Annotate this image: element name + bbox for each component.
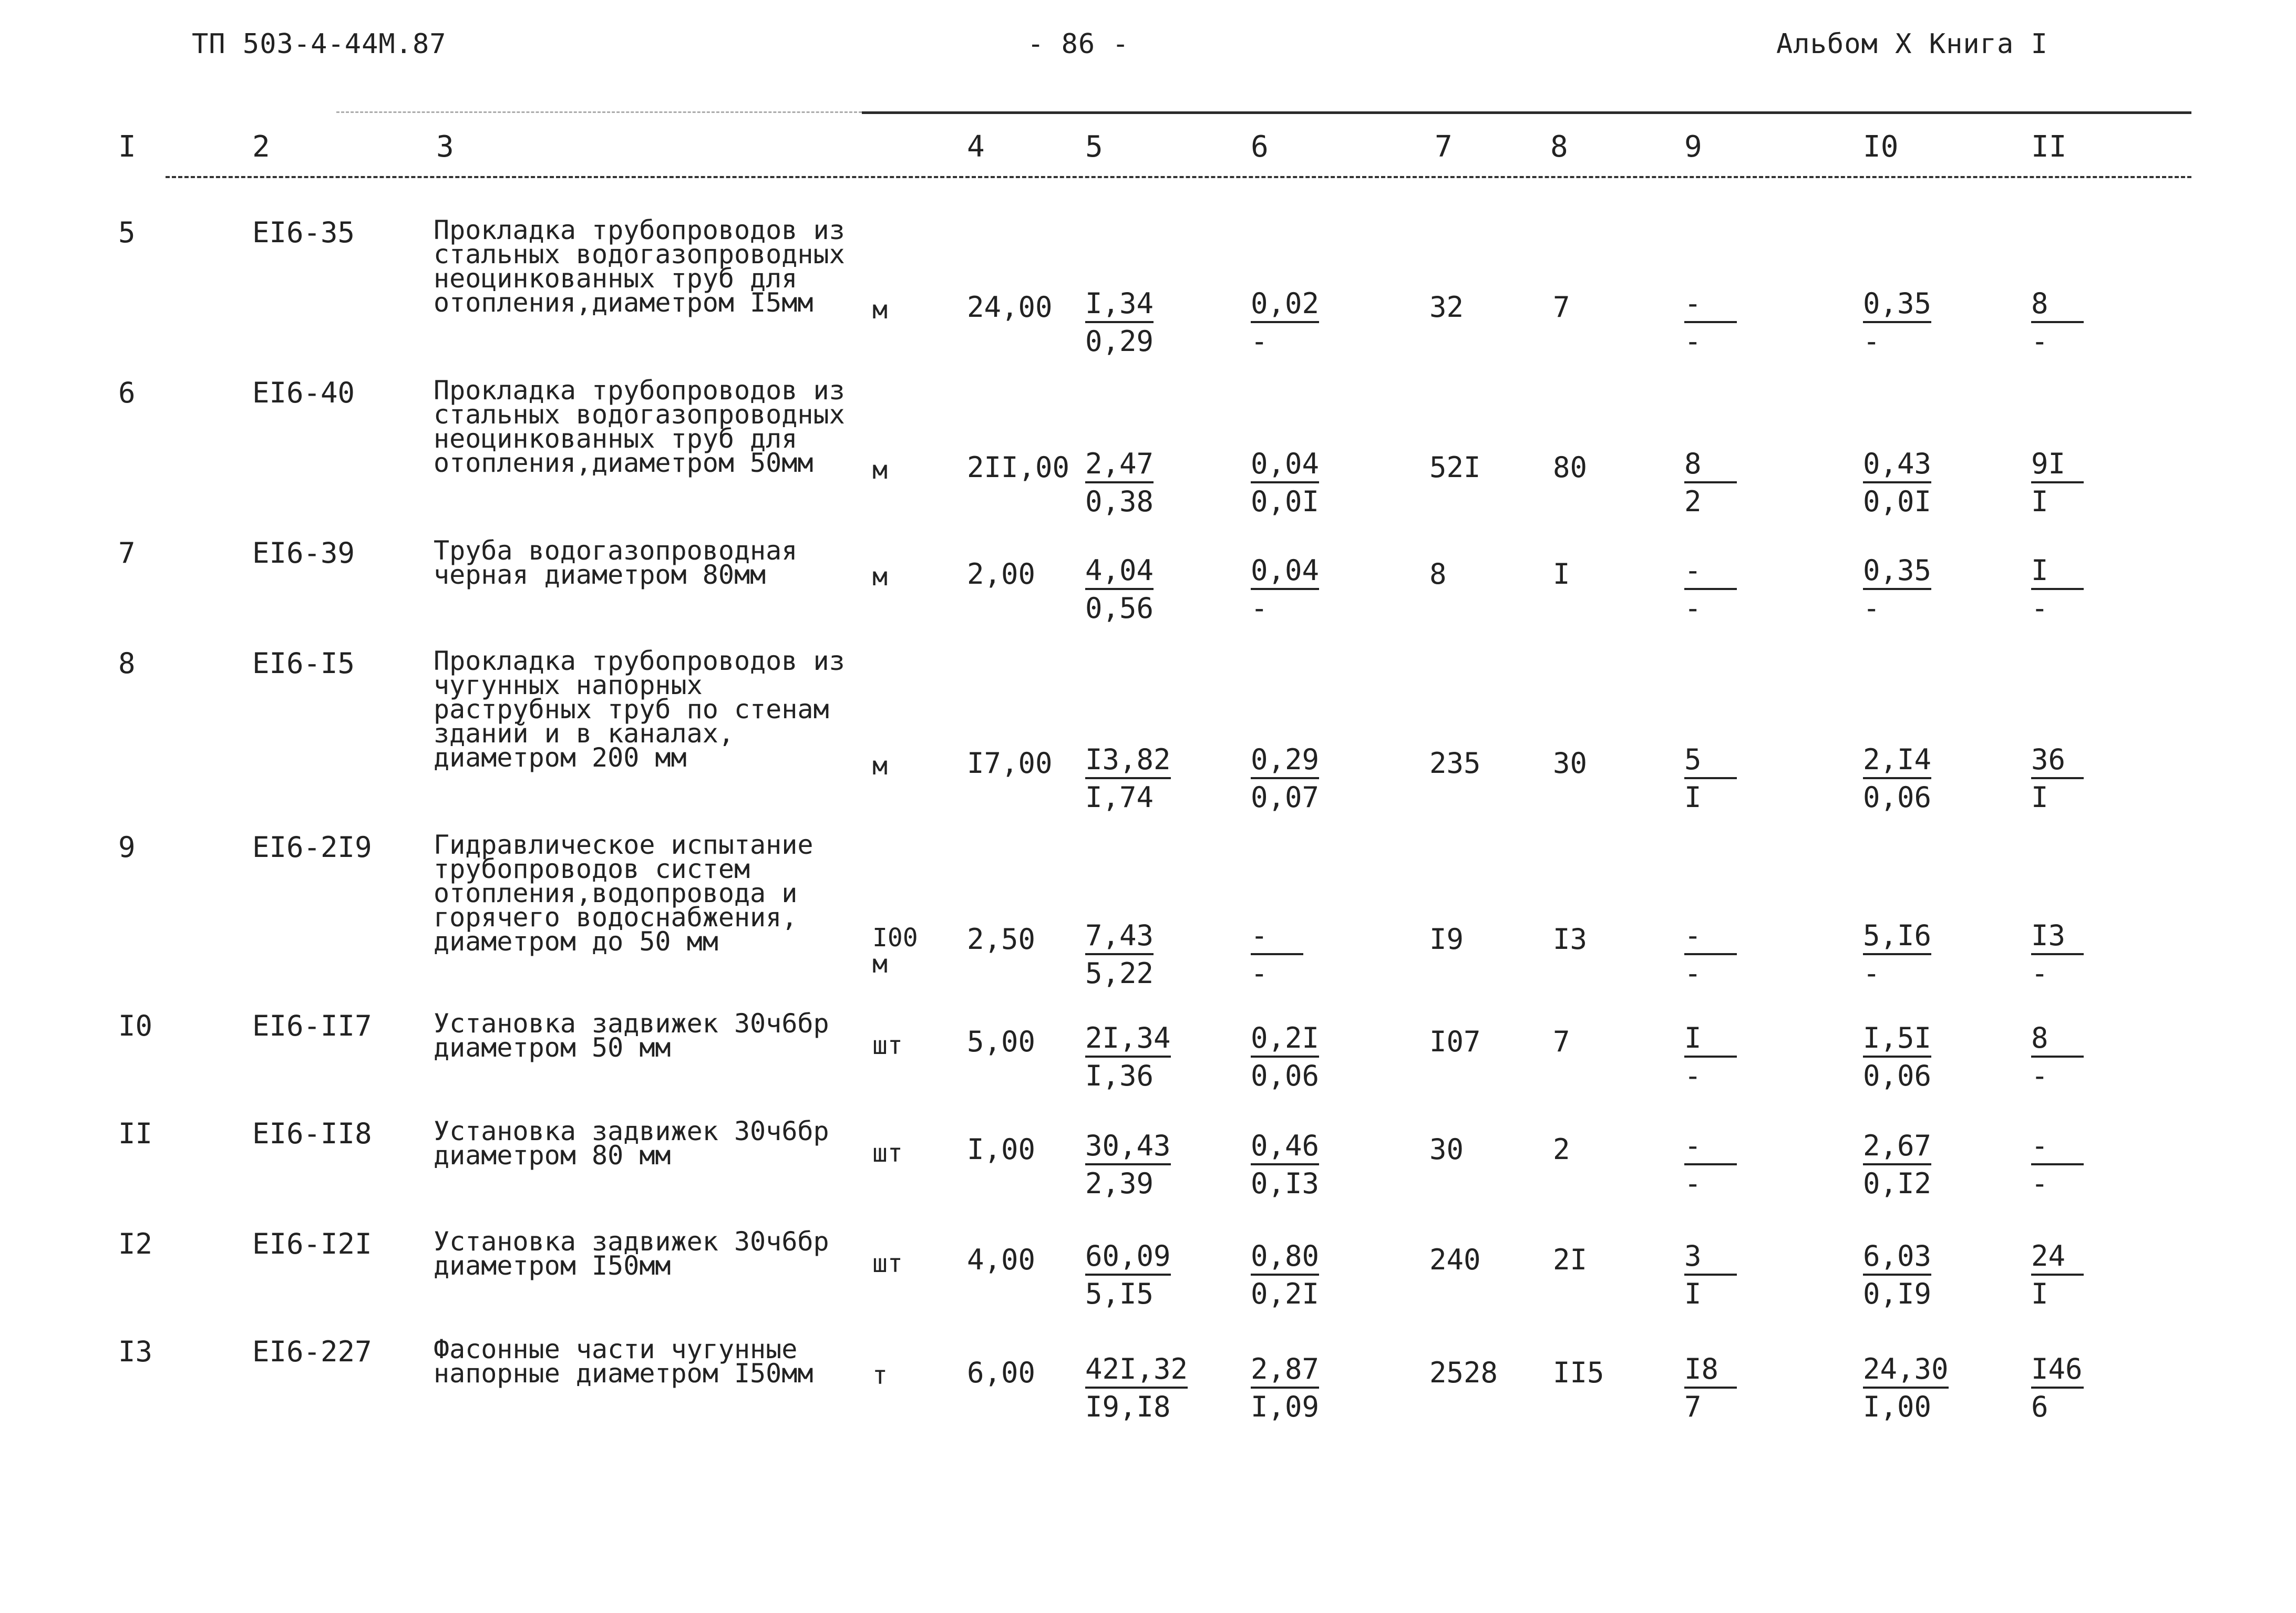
fraction-numerator: 0,35 xyxy=(1863,554,1931,590)
fraction-numerator: 5,I6 xyxy=(1863,919,1931,955)
fraction-denominator: I xyxy=(1684,1277,1702,1310)
row-unit: м xyxy=(872,562,888,592)
fraction-denominator: 2,39 xyxy=(1085,1167,1154,1200)
col10-fraction xyxy=(1863,1240,1931,1310)
fraction-numerator: 6,03 xyxy=(1863,1240,1931,1276)
row-code: EI6-II7 xyxy=(252,1009,372,1042)
col6-fraction xyxy=(1251,554,1319,625)
col7-value: 235 xyxy=(1429,747,1481,780)
fraction-numerator: 60,09 xyxy=(1085,1240,1171,1276)
col8-value: 80 xyxy=(1553,451,1588,484)
col10-fraction xyxy=(1863,743,1931,814)
row-code: EI6-39 xyxy=(252,536,355,570)
row-number: II xyxy=(118,1117,153,1150)
fraction-numerator: 4,04 xyxy=(1085,554,1154,590)
col6-fraction xyxy=(1251,448,1319,518)
fraction-denominator: I9,I8 xyxy=(1085,1390,1171,1423)
row-code: EI6-227 xyxy=(252,1335,372,1368)
fraction-denominator: 0,06 xyxy=(1863,1059,1932,1092)
col11-fraction xyxy=(2031,287,2084,358)
fraction-numerator: 7,43 xyxy=(1085,919,1154,955)
row-quantity: I7,00 xyxy=(967,747,1053,780)
fraction-denominator: I xyxy=(2031,485,2048,518)
fraction-denominator: - xyxy=(1684,1059,1702,1092)
fraction-numerator: 9I xyxy=(2031,448,2084,483)
col9-fraction xyxy=(1684,448,1737,518)
fraction-numerator: 0,04 xyxy=(1251,448,1319,483)
col6-fraction xyxy=(1251,1022,1319,1092)
row-unit: м xyxy=(872,456,888,485)
fraction-denominator: 0,56 xyxy=(1085,592,1154,625)
fraction-numerator: 0,43 xyxy=(1863,448,1931,483)
fraction-numerator: 5 xyxy=(1684,743,1737,779)
fraction-denominator: 0,0I xyxy=(1863,485,1932,518)
fraction-numerator: 24 xyxy=(2031,1240,2084,1276)
fraction-numerator: 2,I4 xyxy=(1863,743,1931,779)
row-description: Установка задвижек 30ч6бр диаметром 50 мм xyxy=(434,1008,829,1063)
fraction-numerator: 0,02 xyxy=(1251,287,1319,323)
fraction-numerator: 0,2I xyxy=(1251,1022,1319,1058)
fraction-denominator: 0,06 xyxy=(1251,1059,1320,1092)
fraction-numerator: I46 xyxy=(2031,1353,2084,1389)
fraction-numerator: 36 xyxy=(2031,743,2084,779)
col10-fraction xyxy=(1863,1022,1931,1092)
col11-fraction xyxy=(2031,1130,2084,1200)
row-code: EI6-I2I xyxy=(252,1227,372,1260)
row-code: EI6-I5 xyxy=(252,647,355,680)
col5-fraction xyxy=(1085,919,1154,990)
fraction-denominator: 7 xyxy=(1684,1390,1702,1423)
col11-fraction xyxy=(2031,1353,2084,1423)
fraction-numerator: I xyxy=(1684,1022,1737,1058)
col6-fraction xyxy=(1251,743,1319,814)
fraction-denominator: I xyxy=(2031,781,2048,814)
fraction-numerator: 3 xyxy=(1684,1240,1737,1276)
fraction-denominator: - xyxy=(1251,592,1268,625)
row-number: I3 xyxy=(118,1335,153,1368)
col5-fraction xyxy=(1085,554,1154,625)
col10-fraction xyxy=(1863,1353,1949,1423)
row-code: EI6-II8 xyxy=(252,1117,372,1150)
col9-fraction xyxy=(1684,919,1737,990)
fraction-denominator: 5,22 xyxy=(1085,957,1154,990)
row-quantity: 4,00 xyxy=(967,1243,1036,1276)
col7-value: I07 xyxy=(1429,1025,1481,1058)
col-header-3: 3 xyxy=(436,130,454,164)
row-number: 5 xyxy=(118,216,136,249)
row-number: 6 xyxy=(118,376,136,409)
fraction-numerator: 8 xyxy=(1684,448,1737,483)
fraction-numerator: 2I,34 xyxy=(1085,1022,1171,1058)
fraction-denominator: - xyxy=(2031,957,2048,990)
fraction-denominator: 0,38 xyxy=(1085,485,1154,518)
fraction-numerator: I,5I xyxy=(1863,1022,1931,1058)
row-quantity: 2II,00 xyxy=(967,451,1070,484)
fraction-denominator: - xyxy=(1863,592,1880,625)
fraction-numerator: 42I,32 xyxy=(1085,1353,1188,1389)
fraction-numerator: 0,29 xyxy=(1251,743,1319,779)
row-code: EI6-35 xyxy=(252,216,355,249)
col11-fraction xyxy=(2031,448,2084,518)
row-description: Гидравлическое испытание трубопроводов систем отопления,водопровода и горячего водоснабжения, диаметром до 50 мм xyxy=(434,830,814,957)
row-number: 8 xyxy=(118,647,136,680)
fraction-numerator: - xyxy=(2031,1130,2084,1165)
col7-value: 240 xyxy=(1429,1243,1481,1276)
col11-fraction xyxy=(2031,1240,2084,1310)
col7-value: 32 xyxy=(1429,291,1464,324)
col10-fraction xyxy=(1863,448,1931,518)
col5-fraction xyxy=(1085,448,1154,518)
col10-fraction xyxy=(1863,554,1931,625)
col-header-1: I xyxy=(118,130,136,164)
fraction-numerator: I8 xyxy=(1684,1353,1737,1389)
fraction-denominator: I,36 xyxy=(1085,1059,1154,1092)
row-unit: м xyxy=(872,751,888,781)
fraction-denominator: - xyxy=(1684,957,1702,990)
fraction-denominator: 0,I2 xyxy=(1863,1167,1932,1200)
col8-value: I xyxy=(1553,557,1570,591)
page-number: - 86 - xyxy=(1027,28,1129,60)
fraction-denominator: - xyxy=(1684,325,1702,358)
fraction-denominator: 5,I5 xyxy=(1085,1277,1154,1310)
fraction-numerator: - xyxy=(1684,919,1737,955)
col8-value: 2I xyxy=(1553,1243,1588,1276)
col10-fraction xyxy=(1863,287,1931,358)
fraction-numerator: 2,47 xyxy=(1085,448,1154,483)
fraction-denominator: - xyxy=(1251,325,1268,358)
fraction-denominator: - xyxy=(1863,325,1880,358)
col-header-7: 7 xyxy=(1435,130,1453,164)
fraction-numerator: 30,43 xyxy=(1085,1130,1171,1165)
row-unit: м xyxy=(872,295,888,325)
col5-fraction xyxy=(1085,287,1154,358)
row-quantity: 6,00 xyxy=(967,1356,1036,1389)
row-description: Установка задвижек 30ч6бр диаметром I50мм xyxy=(434,1226,829,1281)
fraction-denominator: 6 xyxy=(2031,1390,2048,1423)
col11-fraction xyxy=(2031,743,2084,814)
fraction-numerator: I3 xyxy=(2031,919,2084,955)
fraction-numerator: - xyxy=(1684,554,1737,590)
fraction-denominator: - xyxy=(2031,592,2048,625)
fraction-denominator: 0,I9 xyxy=(1863,1277,1932,1310)
col9-fraction xyxy=(1684,287,1737,358)
col7-value: 8 xyxy=(1429,557,1447,591)
fraction-numerator: 24,30 xyxy=(1863,1353,1949,1389)
fraction-numerator: 0,46 xyxy=(1251,1130,1319,1165)
row-description: Прокладка трубопроводов из стальных водогазопроводных неоцинкованных труб для отопления,диаметром 50мм xyxy=(434,375,845,478)
fraction-denominator: - xyxy=(1684,1167,1702,1200)
fraction-denominator: I,74 xyxy=(1085,781,1154,814)
col5-fraction xyxy=(1085,743,1171,814)
col8-value: 30 xyxy=(1553,747,1588,780)
row-description: Прокладка трубопроводов из чугунных напорных раструбных труб по стенам зданий и в каналах, диаметром 200 мм xyxy=(434,646,845,773)
col-header-4: 4 xyxy=(967,130,985,164)
fraction-denominator: I xyxy=(1684,781,1702,814)
row-quantity: 2,00 xyxy=(967,557,1036,591)
fraction-denominator: - xyxy=(2031,1167,2048,1200)
row-quantity: 2,50 xyxy=(967,923,1036,956)
col6-fraction xyxy=(1251,919,1303,990)
fraction-numerator: I xyxy=(2031,554,2084,590)
col8-value: 7 xyxy=(1553,1025,1570,1058)
fraction-denominator: 0,07 xyxy=(1251,781,1320,814)
col-header-2: 2 xyxy=(252,130,270,164)
col10-fraction xyxy=(1863,919,1931,990)
fraction-denominator: - xyxy=(1684,592,1702,625)
fraction-numerator: 0,35 xyxy=(1863,287,1931,323)
col6-fraction xyxy=(1251,287,1319,358)
col5-fraction xyxy=(1085,1240,1171,1310)
fraction-denominator: - xyxy=(2031,325,2048,358)
album-book-label: Альбом X Книга I xyxy=(1776,28,2048,60)
row-description: Установка задвижек 30ч6бр диаметром 80 мм xyxy=(434,1116,829,1171)
col8-value: I3 xyxy=(1553,923,1588,956)
fraction-denominator: 0,06 xyxy=(1863,781,1932,814)
row-unit: шт xyxy=(872,1249,903,1278)
col7-value: 52I xyxy=(1429,451,1481,484)
row-number: 7 xyxy=(118,536,136,570)
fraction-numerator: 0,80 xyxy=(1251,1240,1319,1276)
row-unit: шт xyxy=(872,1031,903,1060)
fraction-numerator: 8 xyxy=(2031,287,2084,323)
fraction-denominator: - xyxy=(2031,1059,2048,1092)
fraction-numerator: I,34 xyxy=(1085,287,1154,323)
fraction-numerator: 8 xyxy=(2031,1022,2084,1058)
col10-fraction xyxy=(1863,1130,1931,1200)
col9-fraction xyxy=(1684,1353,1737,1423)
col5-fraction xyxy=(1085,1353,1188,1423)
col7-value: I9 xyxy=(1429,923,1464,956)
fraction-denominator: 2 xyxy=(1684,485,1702,518)
row-description: Фасонные части чугунные напорные диаметром I50мм xyxy=(434,1334,814,1389)
fraction-numerator: 0,04 xyxy=(1251,554,1319,590)
fraction-denominator: - xyxy=(1863,957,1880,990)
row-number: 9 xyxy=(118,831,136,864)
header-bottom-rule xyxy=(166,176,2191,178)
row-quantity: 5,00 xyxy=(967,1025,1036,1058)
row-description: Труба водогазопроводная черная диаметром 80мм xyxy=(434,535,798,590)
fraction-denominator: I,00 xyxy=(1863,1390,1932,1423)
col9-fraction xyxy=(1684,743,1737,814)
fraction-denominator: 0,0I xyxy=(1251,485,1320,518)
col9-fraction xyxy=(1684,1130,1737,1200)
row-unit: I00 м xyxy=(872,923,918,979)
col5-fraction xyxy=(1085,1022,1171,1092)
row-quantity: I,00 xyxy=(967,1133,1036,1166)
row-unit: шт xyxy=(872,1139,903,1168)
col-header-9: 9 xyxy=(1684,130,1702,164)
fraction-numerator: 2,67 xyxy=(1863,1130,1931,1165)
fraction-numerator: - xyxy=(1251,919,1303,955)
col6-fraction xyxy=(1251,1130,1319,1200)
col11-fraction xyxy=(2031,1022,2084,1092)
col9-fraction xyxy=(1684,1022,1737,1092)
fraction-numerator: I3,82 xyxy=(1085,743,1171,779)
row-code: EI6-40 xyxy=(252,376,355,409)
col-header-6: 6 xyxy=(1251,130,1269,164)
col-header-11: II xyxy=(2031,130,2067,164)
col6-fraction xyxy=(1251,1353,1319,1423)
col8-value: 2 xyxy=(1553,1133,1570,1166)
header-top-rule xyxy=(862,111,2191,114)
col9-fraction xyxy=(1684,554,1737,625)
fraction-denominator: 0,I3 xyxy=(1251,1167,1320,1200)
fraction-denominator: I,09 xyxy=(1251,1390,1320,1423)
row-description: Прокладка трубопроводов из стальных водогазопроводных неоцинкованных труб для отопления,диаметром I5мм xyxy=(434,215,845,318)
fraction-numerator: - xyxy=(1684,287,1737,323)
col8-value: 7 xyxy=(1553,291,1570,324)
col-header-5: 5 xyxy=(1085,130,1103,164)
row-quantity: 24,00 xyxy=(967,291,1053,324)
fraction-denominator: 0,29 xyxy=(1085,325,1154,358)
col11-fraction xyxy=(2031,554,2084,625)
row-code: EI6-2I9 xyxy=(252,831,372,864)
col-header-8: 8 xyxy=(1550,130,1568,164)
col7-value: 30 xyxy=(1429,1133,1464,1166)
header-top-rule-faint xyxy=(336,111,862,113)
col8-value: II5 xyxy=(1553,1356,1604,1389)
col5-fraction xyxy=(1085,1130,1171,1200)
fraction-numerator: - xyxy=(1684,1130,1737,1165)
col6-fraction xyxy=(1251,1240,1319,1310)
col7-value: 2528 xyxy=(1429,1356,1498,1389)
fraction-numerator: 2,87 xyxy=(1251,1353,1319,1389)
col9-fraction xyxy=(1684,1240,1737,1310)
col-header-10: I0 xyxy=(1863,130,1899,164)
row-unit: т xyxy=(872,1361,888,1390)
row-number: I2 xyxy=(118,1227,153,1260)
document-code: ТП 503-4-44М.87 xyxy=(192,28,447,60)
fraction-denominator: 0,2I xyxy=(1251,1277,1320,1310)
row-number: I0 xyxy=(118,1009,153,1042)
fraction-denominator: - xyxy=(1251,957,1268,990)
fraction-denominator: I xyxy=(2031,1277,2048,1310)
col11-fraction xyxy=(2031,919,2084,990)
